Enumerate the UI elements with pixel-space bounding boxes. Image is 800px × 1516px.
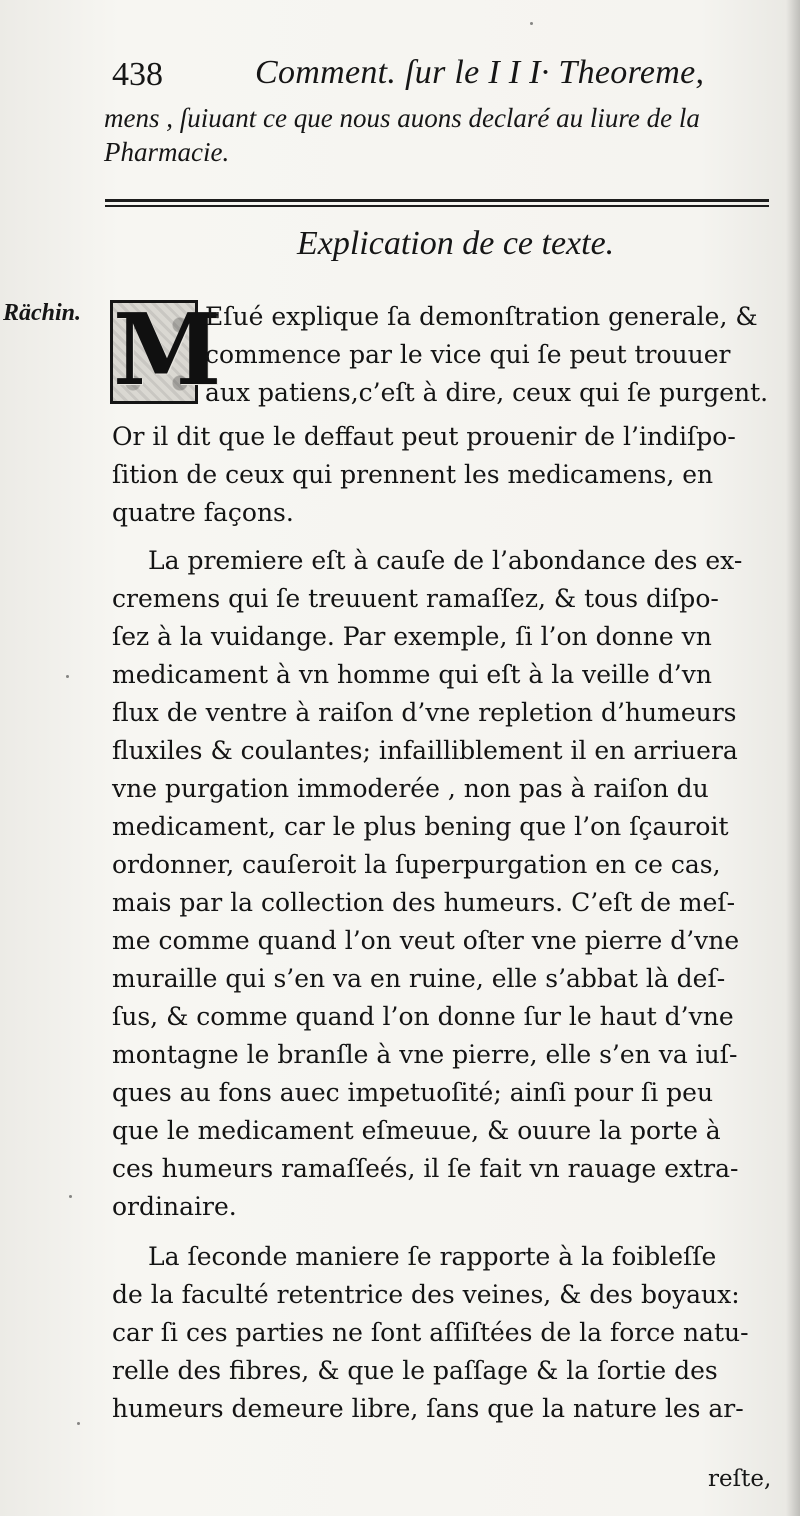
page-number: 438 [112, 56, 163, 93]
body-line-18: muraille qui s’en va en ruine, elle s’abbat là deſ- [112, 964, 726, 993]
continuation-line-1: mens , ſuiuant ce que nous auons declaré au liure de la [104, 103, 700, 133]
body-line-20: montagne le branſle à vne pierre, elle s’en va iuſ- [112, 1040, 738, 1069]
drop-cap-letter: M [113, 293, 222, 408]
continuation-line-2: Pharmacie. [104, 137, 230, 167]
body-line-3: aux patiens,c’eſt à dire, ceux qui ſe purgent. [205, 378, 769, 407]
page-edge-shadow [786, 0, 800, 1516]
body-line-1: Eſué explique ſa demonſtration generale, & [205, 302, 758, 331]
paper-speck [66, 675, 69, 678]
body-line-23: ces humeurs ramaſſeés, il ſe fait vn rauage extra- [112, 1154, 739, 1183]
body-line-8: cremens qui ſe treuuent ramaſſez, & tous diſpo- [112, 584, 719, 613]
body-line-27: car ſi ces parties ne ſont aſſiſtées de la force natu- [112, 1318, 749, 1347]
body-line-11: flux de ventre à raiſon d’vne repletion d’humeurs [112, 698, 737, 727]
body-line-17: me comme quand l’on veut oſter vne pierre d’vne [112, 926, 740, 955]
body-line-15: ordonner, cauſeroit la ſuperpurgation en ce cas, [112, 850, 721, 879]
paper-speck [77, 1422, 80, 1425]
running-title: Comment. ſur le I I I· Theoreme, [255, 54, 705, 91]
section-rule-bottom [105, 205, 769, 207]
body-line-24: ordinaire. [112, 1192, 237, 1221]
body-line-12: fluxiles & coulantes; infailliblement il en arriuera [112, 736, 738, 765]
body-line-6: quatre façons. [112, 498, 294, 527]
body-line-5: ſition de ceux qui prennent les medicamens, en [112, 460, 714, 489]
paper-speck [530, 22, 533, 25]
body-line-14: medicament, car le plus bening que l’on ſçauroit [112, 812, 729, 841]
body-line-2: commence par le vice qui ſe peut trouuer [205, 340, 731, 369]
body-line-9: ſez à la vuidange. Par exemple, ſi l’on donne vn [112, 622, 712, 651]
section-heading: Explication de ce texte. [297, 225, 615, 262]
body-line-28: relle des fibres, & que le paſſage & la ſortie des [112, 1356, 718, 1385]
body-line-29: humeurs demeure libre, ſans que la nature les ar- [112, 1394, 744, 1423]
running-header [112, 52, 782, 102]
body-line-21: ques au fons auec impetuoſité; ainſi pour ſi peu [112, 1078, 714, 1107]
body-line-25: La ſeconde maniere ſe rapporte à la foibleſſe [148, 1242, 717, 1271]
continuation-note [104, 101, 784, 169]
section-rule-top [105, 199, 769, 202]
body-line-13: vne purgation immoderée , non pas à raiſon du [112, 774, 709, 803]
drop-cap-ornament [110, 293, 222, 408]
paper-speck [69, 1195, 72, 1198]
body-line-7: La premiere eſt à cauſe de l’abondance des ex- [148, 546, 743, 575]
margin-note: Rächin. [3, 300, 82, 326]
body-line-26: de la faculté retentrice des veines, & des boyaux: [112, 1280, 740, 1309]
body-line-19: ſus, & comme quand l’on donne ſur le haut d’vne [112, 1002, 734, 1031]
body-line-16: mais par la collection des humeurs. C’eſt de meſ- [112, 888, 736, 917]
catchword: reſte, [708, 1466, 772, 1492]
body-line-4: Or il dit que le deffaut peut prouenir de l’indiſpo- [112, 422, 736, 451]
body-line-22: que le medicament eſmeuue, & ouure la porte à [112, 1116, 721, 1145]
body-line-10: medicament à vn homme qui eſt à la veille d’vn [112, 660, 712, 689]
